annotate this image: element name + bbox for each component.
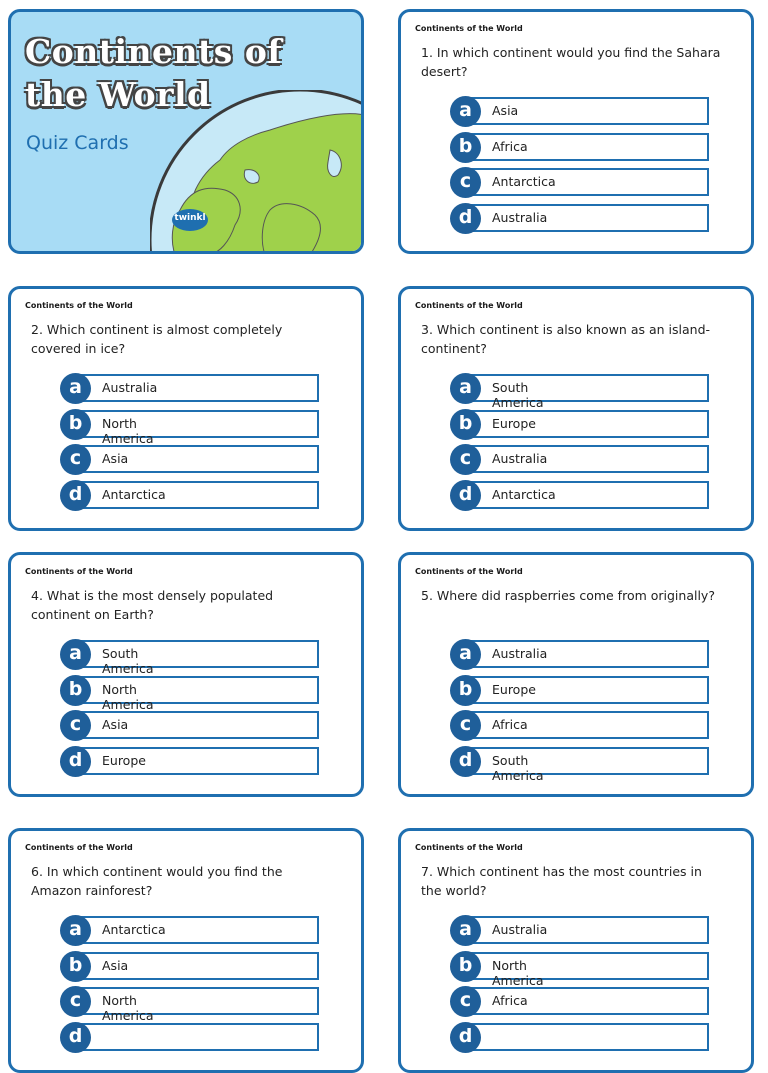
option-letter-badge: d	[450, 203, 481, 234]
option-text: Africa	[492, 717, 528, 732]
option-text: Europe	[102, 752, 146, 768]
cover-title-line2: the World	[25, 75, 211, 114]
option-letter-badge: d	[450, 746, 481, 777]
twinkl-logo-text: twinkl	[174, 213, 206, 223]
option-letter-badge: b	[450, 409, 481, 440]
option-letter-badge: c	[60, 986, 91, 1017]
option-letter-badge: a	[60, 639, 91, 670]
option-text: Asia	[102, 451, 129, 466]
option-text: Africa	[492, 138, 528, 154]
question-body: In which continent would you find the Amazon rainforest?	[31, 864, 283, 898]
option-letter-badge: c	[450, 444, 481, 475]
option-letter-badge: b	[60, 409, 91, 440]
option-letter-badge: d	[450, 1022, 481, 1053]
option-text: Australia	[492, 922, 548, 937]
option-letter-badge: a	[450, 96, 481, 127]
option-text: Asia	[492, 103, 519, 118]
question-number: 2.	[31, 322, 43, 337]
question-body: Which continent is also known as an island-continent?	[421, 322, 711, 356]
option-letter-badge: b	[450, 951, 481, 982]
option-letter-badge: a	[450, 373, 481, 404]
option-text: North America	[102, 993, 154, 1023]
quiz-card-6	[8, 828, 364, 1073]
option-letter-badge: c	[60, 444, 91, 475]
question-number: 7.	[421, 864, 433, 879]
card-label: Continents of the World	[25, 301, 133, 310]
option-letter-badge: c	[450, 986, 481, 1017]
option-letter-badge: a	[450, 915, 481, 946]
option-text: North America	[492, 957, 544, 988]
option-text: Asia	[102, 957, 129, 973]
cover-title-line1: Continents of	[25, 32, 283, 71]
option-letter-badge: b	[450, 675, 481, 706]
option-box	[466, 1023, 709, 1051]
option-text: Australia	[492, 451, 548, 466]
option-letter-badge: b	[450, 132, 481, 163]
option-text: South America	[492, 380, 544, 410]
quiz-card-2	[8, 286, 364, 531]
question-number: 3.	[421, 322, 433, 337]
option-letter-badge: b	[60, 675, 91, 706]
cover-card	[8, 9, 364, 254]
option-text: Antarctica	[102, 486, 166, 502]
option-text: Antarctica	[492, 486, 556, 502]
option-text: Europe	[492, 415, 536, 431]
question-text	[421, 320, 721, 358]
option-box	[76, 1023, 319, 1051]
option-text: Australia	[492, 209, 548, 225]
quiz-card-4	[8, 552, 364, 797]
question-body: What is the most densely populated continent on Earth?	[31, 588, 274, 622]
option-text: Europe	[492, 681, 536, 697]
option-letter-badge: a	[60, 915, 91, 946]
question-body: Which continent is almost completely covered in ice?	[31, 322, 283, 356]
option-letter-badge: c	[450, 710, 481, 741]
option-text: North America	[102, 681, 154, 712]
card-label: Continents of the World	[415, 301, 523, 310]
option-text: Asia	[102, 717, 129, 732]
option-text: South America	[102, 646, 154, 676]
option-text: Australia	[492, 646, 548, 661]
card-label: Continents of the World	[415, 567, 523, 576]
twinkl-logo	[171, 208, 209, 232]
quiz-card-1	[398, 9, 754, 254]
option-text: South America	[492, 752, 544, 783]
option-text: Antarctica	[492, 174, 556, 189]
option-letter-badge: d	[450, 480, 481, 511]
question-text	[31, 586, 331, 624]
question-body: In which continent would you find the Sahara desert?	[421, 45, 721, 79]
option-text: Antarctica	[102, 922, 166, 937]
option-letter-badge: d	[60, 746, 91, 777]
quiz-card-7	[398, 828, 754, 1073]
option-letter-badge: d	[60, 1022, 91, 1053]
quiz-card-5	[398, 552, 754, 797]
question-number: 1.	[421, 45, 433, 60]
option-letter-badge: d	[60, 480, 91, 511]
question-text	[421, 43, 721, 81]
option-letter-badge: b	[60, 951, 91, 982]
card-label: Continents of the World	[25, 843, 133, 852]
question-text	[31, 862, 331, 900]
card-label: Continents of the World	[25, 567, 133, 576]
option-letter-badge: a	[450, 639, 481, 670]
question-number: 5.	[421, 588, 433, 603]
option-text: Africa	[492, 993, 528, 1008]
option-letter-badge: c	[450, 167, 481, 198]
question-text	[31, 320, 331, 358]
option-letter-badge: a	[60, 373, 91, 404]
question-number: 6.	[31, 864, 43, 879]
card-label: Continents of the World	[415, 24, 523, 33]
question-text	[421, 862, 721, 900]
question-body: Which continent has the most countries in the world?	[421, 864, 702, 898]
card-label: Continents of the World	[415, 843, 523, 852]
option-letter-badge: c	[60, 710, 91, 741]
cover-subtitle: Quiz Cards	[26, 132, 129, 154]
question-text	[421, 586, 721, 605]
question-body: Where did raspberries come from originally?	[436, 588, 715, 603]
question-number: 4.	[31, 588, 43, 603]
option-text: Australia	[102, 380, 158, 395]
quiz-card-3	[398, 286, 754, 531]
option-text: North America	[102, 415, 154, 446]
